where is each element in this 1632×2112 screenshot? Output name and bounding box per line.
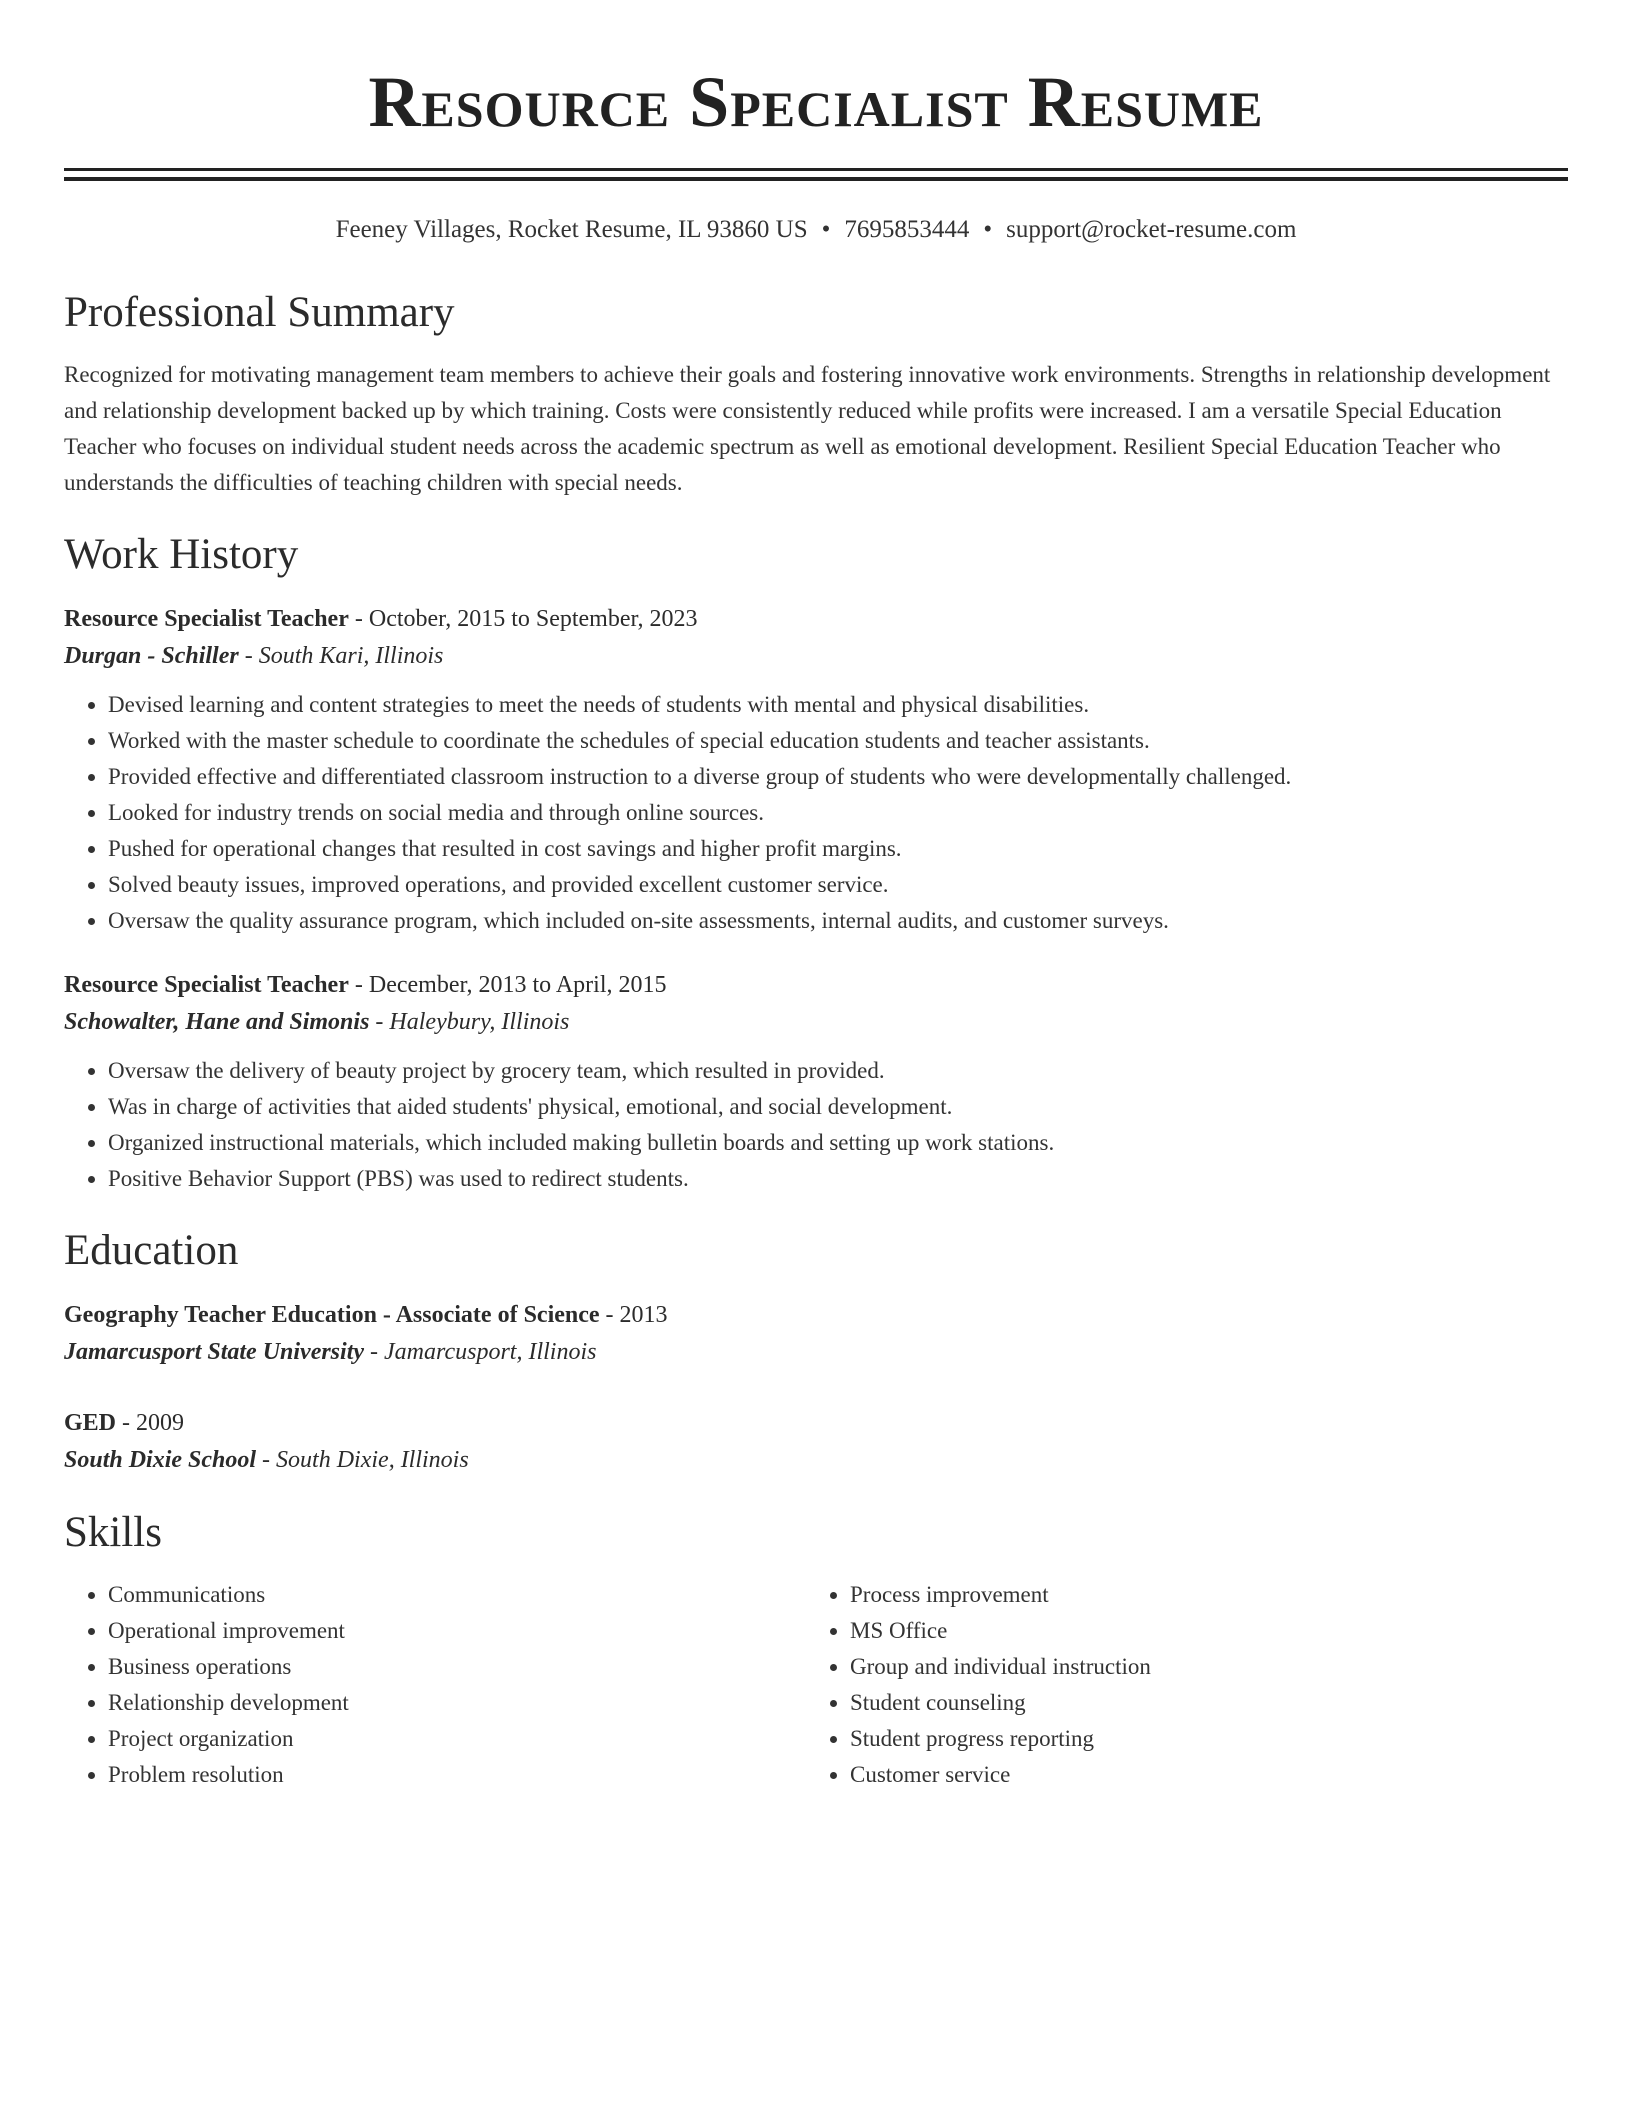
job-location: Haleybury, Illinois xyxy=(389,1009,570,1035)
job-entry xyxy=(64,967,1568,1197)
education-school-line: South Dixie School - South Dixie, Illinois xyxy=(64,1447,469,1473)
job-org-line: Durgan - Schiller - South Kari, Illinois xyxy=(64,643,444,669)
skill-item: • Customer service xyxy=(850,1757,1548,1793)
job-title: Resource Specialist Teacher xyxy=(64,606,349,632)
job-bullet: • Positive Behavior Support (PBS) was used to redirect students. xyxy=(108,1161,1568,1197)
job-bullets xyxy=(64,687,1568,939)
resume-title: Resource Specialist Resume xyxy=(368,62,1264,142)
job-bullet: • Worked with the master schedule to coordinate the schedules of special education students and teacher assistants. xyxy=(108,723,1568,759)
education-school: South Dixie School xyxy=(64,1447,257,1473)
education-heading: Education xyxy=(64,1227,239,1274)
job-bullet: • Organized instructional materials, which included making bulletin boards and setting up work stations. xyxy=(108,1125,1568,1161)
education-degree-line: Geography Teacher Education - Associate of Science - 2013 xyxy=(64,1302,668,1328)
education-school-line: Jamarcusport State University - Jamarcusport, Illinois xyxy=(64,1339,597,1365)
contact-email: support@rocket-resume.com xyxy=(1006,216,1297,243)
summary-text: Recognized for motivating management team members to achieve their goals and fostering innovative work environments. Strengths in relationship development and relationship development backed up by which training. Costs were consistently reduced while profits were increased. I am a versatile Special Education Teacher who focuses on individual student needs across the academic spectrum as well as emotional development. Resilient Special Education Teacher who understands the difficulties of teaching children with special needs. xyxy=(64,362,1551,495)
skill-item: • Student counseling xyxy=(850,1685,1548,1721)
job-role-line: Resource Specialist Teacher - December, 2013 to April, 2015 xyxy=(64,972,667,998)
job-dates: December, 2013 to April, 2015 xyxy=(368,972,667,998)
skill-item: • Project organization xyxy=(108,1721,806,1757)
skill-item: • Problem resolution xyxy=(108,1757,806,1793)
skills-column-right xyxy=(806,1577,1548,1793)
education-entry xyxy=(64,1405,1568,1479)
skills-list xyxy=(64,1577,1568,1793)
contact-separator: • xyxy=(983,216,993,243)
job-bullet: • Pushed for operational changes that resulted in cost savings and higher profit margins. xyxy=(108,831,1568,867)
job-bullet: • Provided effective and differentiated classroom instruction to a diverse group of students who were developmentally challenged. xyxy=(108,759,1568,795)
education-year: 2013 xyxy=(619,1302,668,1328)
job-bullet: • Solved beauty issues, improved operations, and provided excellent customer service. xyxy=(108,867,1568,903)
work-history-heading: Work History xyxy=(64,531,299,578)
job-entry xyxy=(64,601,1568,939)
job-location: South Kari, Illinois xyxy=(258,643,444,669)
title-rule-bottom xyxy=(64,177,1568,181)
education-degree: GED xyxy=(64,1410,117,1436)
title-rule-top xyxy=(64,168,1568,171)
contact-address: Feeney Villages, Rocket Resume, IL 93860 US xyxy=(335,216,808,243)
job-company: Durgan - Schiller xyxy=(64,643,239,669)
skill-item: • Relationship development xyxy=(108,1685,806,1721)
job-bullet: • Oversaw the delivery of beauty project by grocery team, which resulted in provided. xyxy=(108,1053,1568,1089)
education-school: Jamarcusport State University xyxy=(64,1339,365,1365)
job-title: Resource Specialist Teacher xyxy=(64,972,349,998)
contact-phone: 7695853444 xyxy=(844,216,970,243)
summary-heading: Professional Summary xyxy=(64,289,455,336)
education-location: South Dixie, Illinois xyxy=(276,1447,469,1473)
skill-item: • Communications xyxy=(108,1577,806,1613)
job-bullet: • Was in charge of activities that aided students' physical, emotional, and social development. xyxy=(108,1089,1568,1125)
contact-line xyxy=(64,215,1568,245)
education-location: Jamarcusport, Illinois xyxy=(384,1339,597,1365)
education-entry xyxy=(64,1297,1568,1371)
job-bullet: • Looked for industry trends on social media and through online sources. xyxy=(108,795,1568,831)
skill-item: • Student progress reporting xyxy=(850,1721,1548,1757)
skill-item: • Operational improvement xyxy=(108,1613,806,1649)
job-dates: October, 2015 to September, 2023 xyxy=(368,606,698,632)
skill-item: • MS Office xyxy=(850,1613,1548,1649)
job-bullets xyxy=(64,1053,1568,1197)
education-degree-line: GED - 2009 xyxy=(64,1410,185,1436)
skill-item: • Business operations xyxy=(108,1649,806,1685)
job-company: Schowalter, Hane and Simonis xyxy=(64,1009,370,1035)
education-year: 2009 xyxy=(136,1410,185,1436)
skills-heading: Skills xyxy=(64,1509,162,1556)
skills-column-left xyxy=(64,1577,806,1793)
skill-item: • Group and individual instruction xyxy=(850,1649,1548,1685)
job-bullet: • Oversaw the quality assurance program, which included on-site assessments, internal audits, and customer surveys. xyxy=(108,903,1568,939)
job-bullet: • Devised learning and content strategies to meet the needs of students with mental and physical disabilities. xyxy=(108,687,1568,723)
job-org-line: Schowalter, Hane and Simonis - Haleybury, Illinois xyxy=(64,1009,570,1035)
skill-item: • Process improvement xyxy=(850,1577,1548,1613)
contact-separator: • xyxy=(821,216,831,243)
job-role-line: Resource Specialist Teacher - October, 2015 to September, 2023 xyxy=(64,606,698,632)
education-degree: Geography Teacher Education - Associate of Science xyxy=(64,1302,600,1328)
